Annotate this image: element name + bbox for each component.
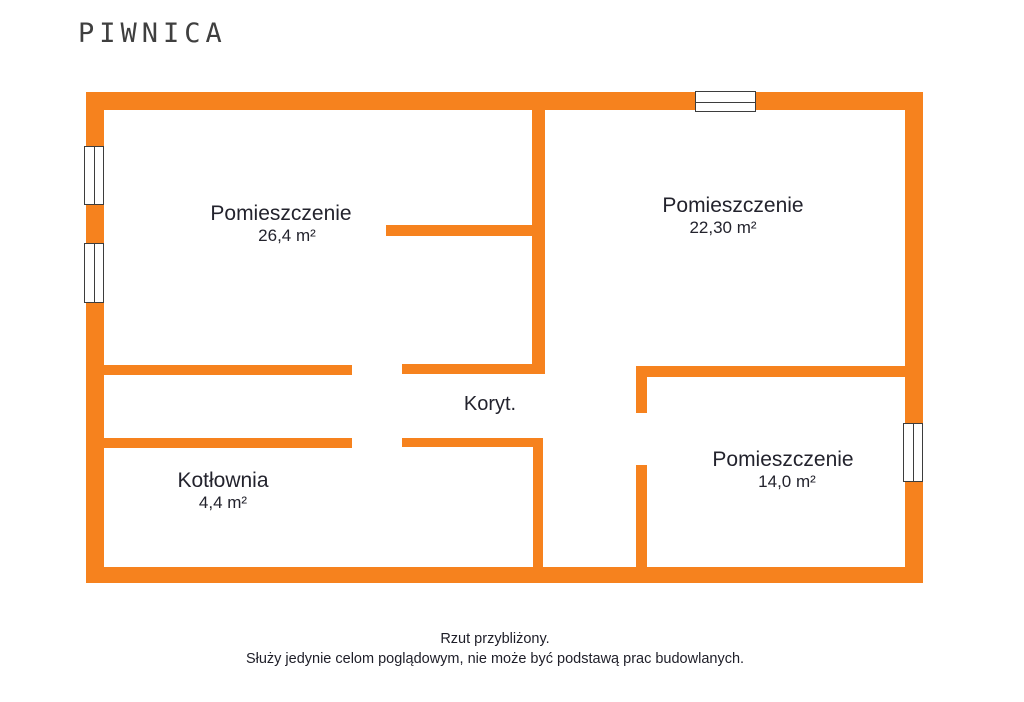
wall-corridor-top-right bbox=[402, 364, 532, 374]
wall-corridor-top-left bbox=[104, 365, 352, 375]
wall-room14-left-lower bbox=[636, 465, 647, 567]
room-name: Pomieszczenie bbox=[662, 194, 804, 217]
window-left-upper-icon bbox=[84, 146, 104, 205]
wall-bottom bbox=[86, 567, 923, 583]
disclaimer-line2: Służy jedynie celom poglądowym, nie może być podstawą prac budowlanych. bbox=[245, 651, 745, 667]
wall-right bbox=[905, 92, 923, 583]
room-name: Pomieszczenie bbox=[712, 448, 854, 471]
window-pane-line bbox=[94, 244, 95, 302]
window-right-icon bbox=[903, 423, 923, 482]
window-left-lower-icon bbox=[84, 243, 104, 303]
room-name: Pomieszczenie bbox=[210, 202, 352, 225]
wall-room14-top bbox=[636, 366, 905, 377]
disclaimer-line1: Rzut przybliżony. bbox=[440, 631, 550, 647]
window-top-icon bbox=[695, 91, 756, 112]
room-label-korytarz bbox=[464, 393, 516, 416]
room-name: Kotłownia bbox=[177, 469, 269, 492]
disclaimer-text bbox=[0, 629, 990, 669]
room-label-pomieszczenie-22 bbox=[662, 194, 803, 238]
wall-center-lower bbox=[533, 438, 543, 567]
room-area: 26,4 m² bbox=[258, 226, 316, 245]
room-label-kotlownia bbox=[177, 469, 268, 513]
wall-top bbox=[86, 92, 923, 110]
room-label-pomieszczenie-26 bbox=[210, 202, 351, 246]
room-name: Koryt. bbox=[463, 393, 517, 415]
wall-room14-left-upper bbox=[636, 366, 647, 413]
wall-corridor-bottom-left bbox=[104, 438, 352, 448]
room-area: 4,4 m² bbox=[198, 493, 248, 512]
wall-center-upper bbox=[532, 110, 545, 374]
wall-partition-stub bbox=[386, 225, 532, 236]
window-pane-line bbox=[913, 424, 914, 481]
wall-corridor-bottom-right bbox=[402, 438, 543, 447]
page-title: PIWNICA bbox=[78, 18, 227, 49]
room-area: 14,0 m² bbox=[758, 472, 816, 491]
room-label-pomieszczenie-14 bbox=[712, 448, 853, 492]
window-pane-line bbox=[94, 147, 95, 204]
window-pane-line bbox=[696, 102, 755, 103]
room-area: 22,30 m² bbox=[689, 218, 757, 237]
